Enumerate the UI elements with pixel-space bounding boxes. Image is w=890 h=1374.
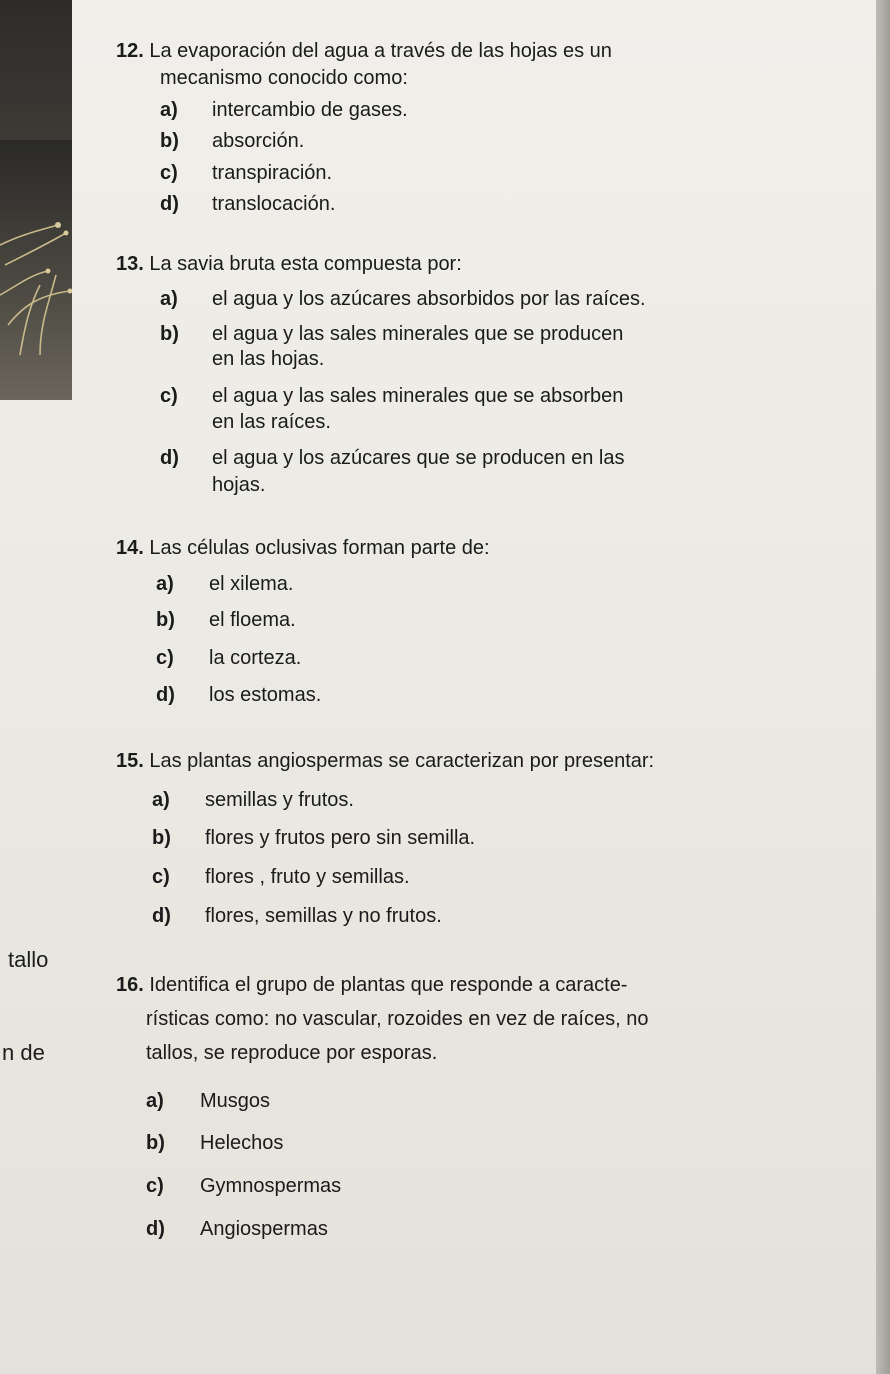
side-label-tallo: tallo	[8, 947, 49, 972]
option-letter: c)	[160, 162, 178, 184]
option-text: el agua y las sales minerales que se absorben	[212, 385, 624, 407]
option-text: Musgos	[200, 1090, 271, 1112]
question-number: 16.	[116, 974, 144, 996]
option-letter: b)	[152, 827, 171, 849]
option-text: Angiospermas	[200, 1218, 328, 1240]
question-stem: tallos, se reproduce por esporas.	[146, 1042, 438, 1064]
option-letter: d)	[152, 905, 171, 927]
option-letter: d)	[160, 447, 179, 469]
option-text: en las hojas.	[212, 348, 325, 370]
option-text: flores y frutos pero sin semilla.	[205, 827, 476, 849]
option-text: absorción.	[212, 130, 305, 152]
option-text: en las raíces.	[212, 411, 331, 433]
option-text: el agua y los azúcares absorbidos por las raíces.	[212, 288, 646, 310]
option-letter: d)	[156, 684, 175, 706]
option-letter: b)	[156, 609, 175, 631]
option-text: la corteza.	[209, 647, 302, 669]
option-text: Gymnospermas	[200, 1175, 342, 1197]
option-letter: b)	[160, 130, 179, 152]
option-letter: a)	[160, 288, 178, 310]
option-text: el floema.	[209, 609, 296, 631]
option-text: el agua y las sales minerales que se producen	[212, 323, 624, 345]
question-stem: mecanismo conocido como:	[160, 67, 408, 89]
option-letter: b)	[146, 1132, 165, 1154]
question-stem: Las células oclusivas forman parte de:	[149, 537, 490, 559]
option-letter: c)	[152, 866, 170, 888]
option-text: los estomas.	[209, 684, 322, 706]
option-text: flores, semillas y no frutos.	[205, 905, 442, 927]
option-letter: a)	[146, 1090, 164, 1112]
option-text: intercambio de gases.	[212, 99, 408, 121]
question-number: 14.	[116, 537, 144, 559]
option-letter: c)	[146, 1175, 164, 1197]
option-letter: a)	[160, 99, 178, 121]
option-letter: c)	[156, 647, 174, 669]
question-number: 13.	[116, 253, 144, 275]
question-stem: La evaporación del agua a través de las hojas es un	[149, 40, 612, 62]
option-letter: b)	[160, 323, 179, 345]
question-stem: Identifica el grupo de plantas que responde a caracte-	[149, 974, 628, 996]
page-edge	[876, 0, 890, 1374]
question-number: 15.	[116, 750, 144, 772]
option-letter: d)	[146, 1218, 165, 1240]
question-stem: La savia bruta esta compuesta por:	[149, 253, 462, 275]
option-text: semillas y frutos.	[205, 789, 354, 811]
plant-illustration	[0, 205, 72, 365]
question-stem: Las plantas angiospermas se caracterizan por presentar:	[149, 750, 655, 772]
option-letter: a)	[156, 573, 174, 595]
option-letter: d)	[160, 193, 179, 215]
option-text: Helechos	[200, 1132, 284, 1154]
option-text: hojas.	[212, 474, 266, 496]
side-label-n-de: n de	[2, 1040, 45, 1065]
option-letter: c)	[160, 385, 178, 407]
option-text: el xilema.	[209, 573, 294, 595]
question-stem: rísticas como: no vascular, rozoides en vez de raíces, no	[146, 1008, 649, 1030]
question-number: 12.	[116, 40, 144, 62]
option-letter: a)	[152, 789, 170, 811]
option-text: el agua y los azúcares que se producen en las	[212, 447, 625, 469]
option-text: translocación.	[212, 193, 336, 215]
option-text: flores , fruto y semillas.	[205, 866, 410, 888]
option-text: transpiración.	[212, 162, 333, 184]
